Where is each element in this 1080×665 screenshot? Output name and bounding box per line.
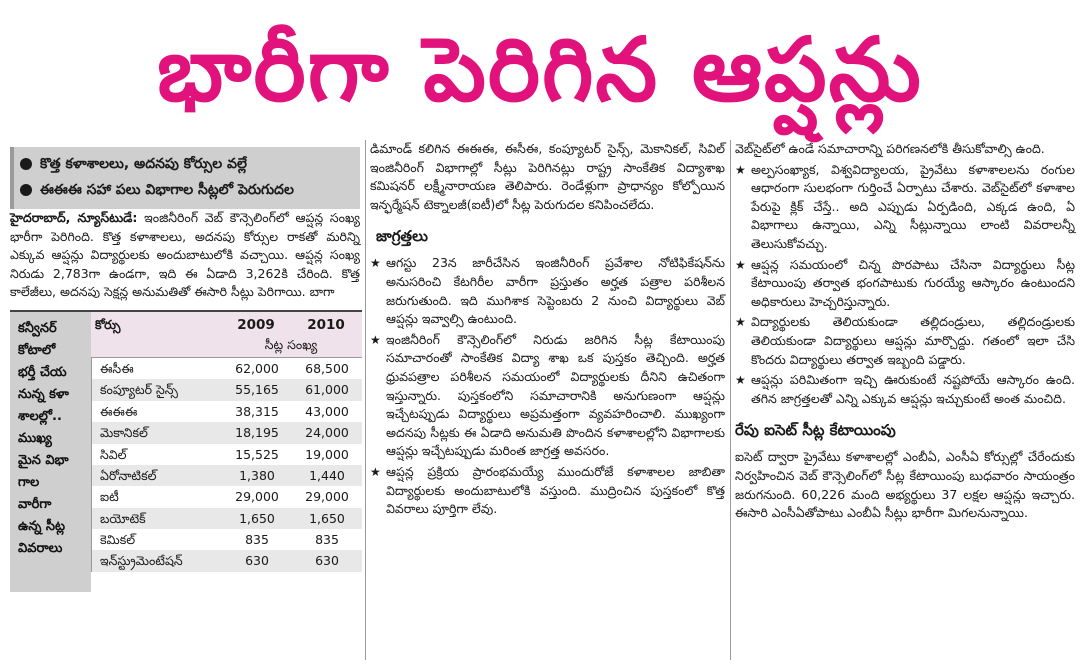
icet-paragraph: ఐసెట్ ద్వారా ప్రైవేటు కళాశాలల్లో ఎంబీఏ, ఎంసీఏ కోర్సుల్లో చేరేందుకు నిర్వహించిన వెబ్ కౌన్సెలింగ్‌లో సీట్ల కేటాయింపు బుధవారం సాయంత్రం జరుగనుంది. 60,226 మంది అభ్యర్థులు 37 లక్షల ఆప్షన్లు ఇచ్చారు. ఈసారి ఎంసీఏతోపాటు ఎంబీఏ సీట్లు భారీగా మిగలనున్నాయి. bbox=[735, 449, 1075, 521]
seats-table bbox=[91, 312, 362, 592]
headline: భారీగా పెరిగిన ఆప్షన్లు bbox=[157, 18, 923, 121]
highlight-item: ఈఈఈ సహా పలు విభాగాల సీట్లలో పెరుగుదల bbox=[20, 177, 354, 203]
list-item: ★ ఇంజినీరింగ్ కౌన్సెలింగ్‌లో నిరుడు జరిగిన సీట్ల కేటాయింపు సమాచారంతో సాంకేతిక విద్యా శాఖ ఒక పుస్తకం తెచ్చింది. అర్హత ధ్రువపత్రాల పరిశీలన సమయంలో విద్యార్థులకు దీనిని ఉచితంగా ఇస్తున్నారు. పుస్తకంలోని సమాచారానికి అనుగుణంగా ఆప్షన్లు ఇచ్చేటప్పుడు విద్యార్థులు అప్రమత్తంగా వ్యవహరించాలి. ముఖ్యంగా అదనపు సీట్లకు ఈ ఏడాది అనుమతి పొందిన కళాశాలల్లోని విభాగాలకు ఆప్షన్లు ఇచ్చేటప్పుడు మరింత జాగ్రత్త అవసరం. bbox=[370, 331, 725, 461]
right-paragraph: వెబ్‌సైట్‌లో ఉండే సమాచారాన్ని పరిగణనలోకి తీసుకోవాల్సి ఉంది. bbox=[735, 141, 1045, 156]
table-row: ఇన్‌స్ట్రుమెంటేషన్ 630 630 bbox=[92, 550, 362, 571]
bullet-icon bbox=[20, 158, 32, 170]
table-row: సివిల్ 15,525 19,000 bbox=[100, 446, 349, 462]
table-row: కంప్యూటర్ సైన్స్ 55,165 61,000 bbox=[92, 379, 362, 400]
subheading-icet: రేపు ఐసెట్ సీట్ల కేటాయింపు bbox=[735, 421, 896, 440]
header-seats: సీట్ల సంఖ్య bbox=[264, 337, 318, 353]
bullet-icon bbox=[20, 184, 32, 196]
table-row: ఏరోనాటికల్ 1,380 1,440 bbox=[92, 465, 362, 486]
table-side-label: కన్వీనర్ కోటాలో భర్తీ చేయ నున్న కళా శాలల్లో.. ముఖ్య మైన విభా గాల వారీగా ఉన్న సీట్ల వివరాలు bbox=[10, 312, 91, 592]
list-item: ★ ఆగస్టు 23న జారీచేసిన ఇంజినీరింగ్ ప్రవేశాల నోటిఫికేషన్‌ను అనుసరించి కేటగిరీల వారీగా ప్రస్తుతం అర్హత పత్రాల పరిశీలన జరుగుతుంది. ఇది ముగిశాక సెప్టెంబరు 2 నుంచి విద్యార్థులు వెబ్ ఆప్షన్లు ఇవ్వాల్సి ఉంటుంది. bbox=[370, 254, 725, 328]
table-row: బయోటెక్ 1,650 1,650 bbox=[92, 508, 362, 529]
column-divider bbox=[730, 140, 731, 660]
subheading-precautions: జాగ్రత్తలు bbox=[376, 227, 428, 246]
star-icon: ★ bbox=[735, 257, 746, 272]
star-icon: ★ bbox=[370, 256, 381, 271]
mid-paragraph: డిమాండ్ కలిగిన ఈఈఈ, ఈసీఈ, కంప్యూటర్ సైన్స్, మెకానికల్, సివిల్ ఇంజినీరింగ్ విభాగాల్లో సీట్లు పెరిగినట్లు రాష్ట్ర సాంకేతిక విద్యాశాఖ కమిషనర్ లక్ష్మీనారాయణ తెలిపారు. రెండేళ్లుగా ప్రాధాన్యం కోల్పోయిన ఇన్ఫర్మేషన్ టెక్నాలజీ(ఐటీ)లో సీట్ల పెరుగుదల కనిపించలేదు. bbox=[370, 141, 725, 212]
header-year-2009: 2009 bbox=[237, 316, 275, 333]
highlights-box bbox=[10, 147, 360, 209]
star-icon: ★ bbox=[735, 315, 746, 330]
highlight-item: కొత్త కళాశాలలు, అదనపు కోర్సుల వల్లే bbox=[20, 151, 354, 177]
table-row: కెమికల్ 835 835 bbox=[100, 532, 339, 548]
column-divider bbox=[365, 140, 366, 660]
table-body bbox=[91, 358, 362, 572]
intro-paragraph bbox=[10, 209, 360, 302]
table-row: ఈఈఈ 38,315 43,000 bbox=[100, 403, 349, 419]
table-header bbox=[91, 312, 362, 358]
list-item: ★ అల్పసంఖ్యాక, విశ్వవిద్యాలయ, ప్రైవేటు కళాశాలలను రంగుల ఆధారంగా సులభంగా గుర్తించే ఏర్పాటు చేశారు. వెబ్‌సైట్‌లో కళాశాల పేరుపై క్లిక్ చేస్తే.. అది ఎప్పుడు ఏర్పడింది, ఎక్కడ ఉంది, ఏ విభాగాలు ఉన్నాయి, ఎన్ని సీట్లున్నాయి లాంటి వివరాలన్నీ తెలుసుకోవచ్చు. bbox=[735, 161, 1075, 254]
left-column bbox=[10, 140, 360, 592]
header-course: కోర్సు bbox=[95, 316, 121, 332]
list-item: ★ ఆప్షన్ల ప్రక్రియ ప్రారంభమయ్యే ముందురోజే కళాశాలల జాబితా విద్యార్థులకు అందుబాటులోకి వస్తుంది. ముద్రించిన పుస్తకంలో కొత్త వివరాలు పూర్తిగా లేవు. bbox=[370, 463, 725, 519]
list-item: ★ ఆప్షన్లు పరిమితంగా ఇచ్చి ఊరుకుంటే నష్టపోయే ఆస్కారం ఉంది. తగిన జాగ్రత్తలతో ఎన్ని ఎక్కువ ఆప్షన్లు ఇచ్చుకుంటే అంత మంచిది. bbox=[735, 371, 1075, 408]
star-icon: ★ bbox=[370, 464, 381, 479]
header-year-2010: 2010 bbox=[307, 316, 345, 333]
table-row: మెకానికల్ 18,195 24,000 bbox=[92, 422, 362, 443]
star-icon: ★ bbox=[370, 332, 381, 347]
right-column bbox=[735, 140, 1075, 523]
star-icon: ★ bbox=[735, 162, 746, 177]
table-row: ఈసీఈ 62,000 68,500 bbox=[100, 360, 349, 376]
list-item: ★ ఆప్షన్ల సమయంలో చిన్న పొరపాటు చేసినా విద్యార్థులు సీట్ల కేటాయింపు తర్వాత భంగపాటుకు గురయ్యే ఆస్కారం ఉంటుందని అధికారులు హెచ్చరిస్తున్నారు. bbox=[735, 256, 1075, 312]
intro-text: ఇంజినీరింగ్ వెబ్ కౌన్సెలింగ్‌లో ఆప్షన్ల సంఖ్య భారీగా పెరిగింది. కొత్త కళాశాలలు, అదనపు కోర్సుల రాకతో మరిన్ని ఎక్కువ ఆప్షన్లు విద్యార్థులకు అందుబాటులోకి వచ్చాయి. ఆప్షన్ల సంఖ్య నిరుడు 2,783గా ఉండగా, ఇది ఈ ఏడాది 3,262కి చేరింది. కొత్త కాలేజీలు, అదనపు సెక్షన్ల అనుమతితో ఈసారి సీట్లు పెరిగాయి. బాగా bbox=[10, 210, 360, 300]
dateline: హైదరాబాద్, న్యూస్‌టుడే: bbox=[10, 210, 138, 225]
seats-table-box bbox=[10, 310, 362, 592]
table-row: ఐటీ 29,000 29,000 bbox=[100, 489, 349, 505]
middle-column bbox=[370, 140, 725, 519]
list-item: ★ విద్యార్థులకు తెలియకుండా తల్లిదండ్రులు, తల్లిదండ్రులకు తెలియకుండా విద్యార్థులు ఆప్షన్లు మార్చొద్దు. గతంలో ఇలా చేసి కొందరు విద్యార్థులు తర్వాత ఇబ్బంది పడ్డారు. bbox=[735, 313, 1075, 369]
star-icon: ★ bbox=[735, 373, 746, 388]
